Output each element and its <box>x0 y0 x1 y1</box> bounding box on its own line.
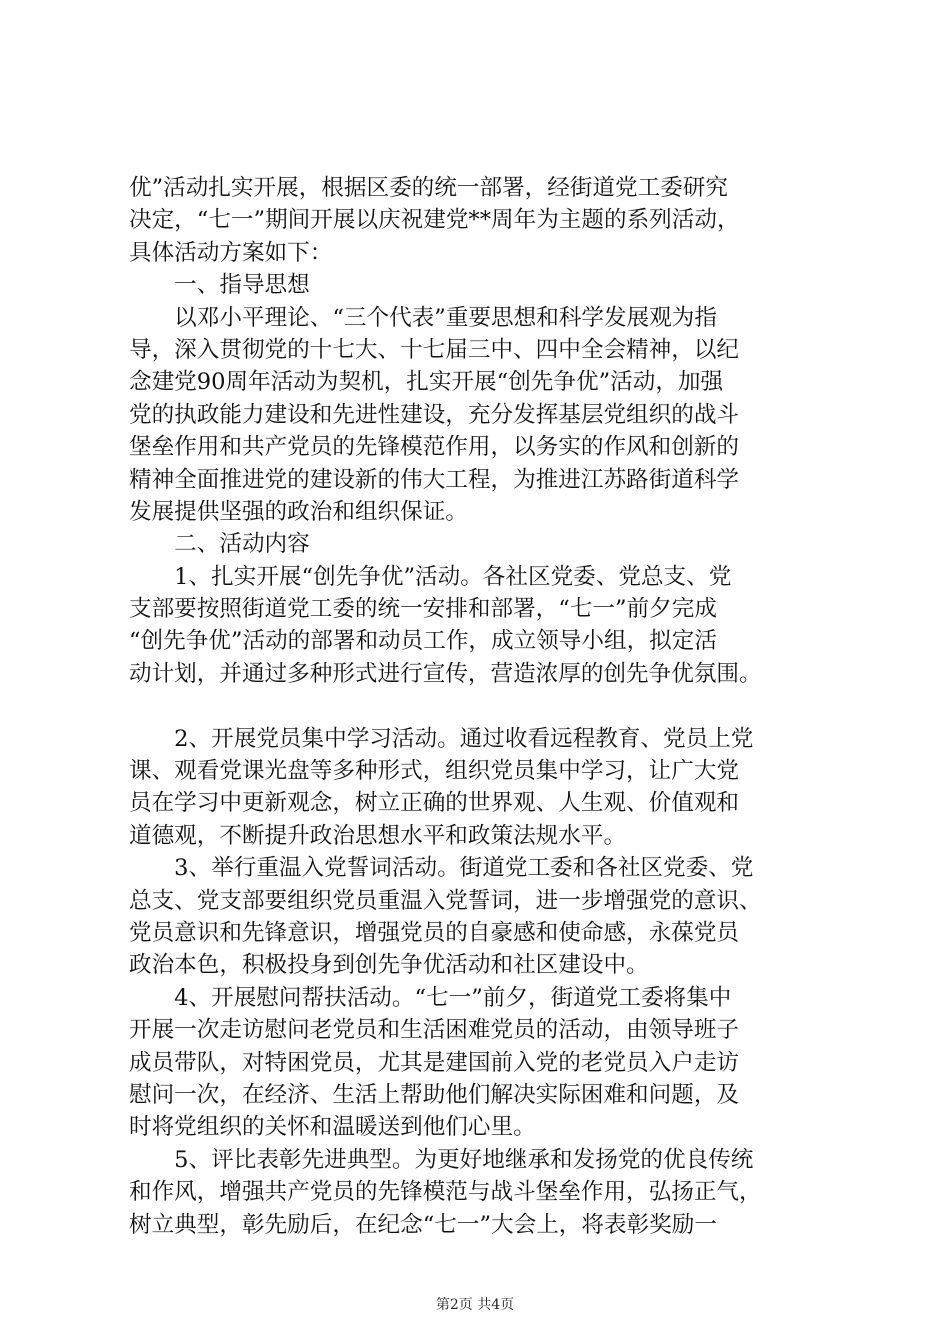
text-line: 以邓小平理论、“三个代表”重要思想和科学发展观为指 <box>129 304 717 331</box>
text-line: 党的执政能力建设和先进性建设，充分发挥基层党组织的战斗 <box>129 401 740 428</box>
text-line: 总支、党支部要组织党员重温入党誓词，进一步增强党的意识、 <box>129 887 762 914</box>
text-line: 成员带队，对特困党员，尤其是建国前入党的老党员入户走访 <box>129 1049 740 1076</box>
text-line: 政治本色，积极投身到创先争优活动和社区建设中。 <box>129 952 649 979</box>
text-line: 优”活动扎实开展，根据区委的统一部署，经街道党工委研究 <box>129 175 728 201</box>
text-line: “创先争优”活动的部署和动员工作，成立领导小组，拟定活 <box>129 628 717 655</box>
text-line: 开展一次走访慰问老党员和生活困难党员的活动，由领导班子 <box>129 1017 740 1044</box>
text-line: 发展提供坚强的政治和组织保证。 <box>129 498 468 525</box>
text-line: 课、观看党课光盘等多种形式，组织党员集中学习，让广大党 <box>129 758 740 785</box>
blank-line <box>129 690 829 722</box>
text-line: 一、指导思想 <box>129 272 310 299</box>
text-line: 二、活动内容 <box>129 531 310 558</box>
text-line: 2、开展党员集中学习活动。通过收看远程教育、党员上党 <box>129 725 754 752</box>
text-line: 5、评比表彰先进典型。为更好地继承和发扬党的优良传统 <box>129 1146 754 1173</box>
text-line: 员在学习中更新观念，树立正确的世界观、人生观、价值观和 <box>129 790 740 817</box>
text-line: 动计划，并通过多种形式进行宣传，营造浓厚的创先争优氛围。 <box>129 660 762 687</box>
text-line: 具体活动方案如下： <box>129 239 333 266</box>
document-body <box>129 172 829 1241</box>
text-line: 3、举行重温入党誓词活动。街道党工委和各社区党委、党 <box>129 855 754 882</box>
text-line: 决定，“七一”期间开展以庆祝建党**周年为主题的系列活动， <box>129 207 740 234</box>
text-line: 和作风，增强共产党员的先锋模范与战斗堡垒作用，弘扬正气， <box>129 1179 762 1206</box>
text-line: 堡垒作用和共产党员的先锋模范作用，以务实的作风和创新的 <box>129 434 740 461</box>
text-line: 1、扎实开展“创先争优”活动。各社区党委、党总支、党 <box>129 563 732 590</box>
text-line: 精神全面推进党的建设新的伟大工程，为推进江苏路街道科学 <box>129 466 740 493</box>
text-line: 导，深入贯彻党的十七大、十七届三中、四中全会精神，以纪 <box>129 336 740 363</box>
page-footer: 第2页 共4页 <box>435 1297 515 1313</box>
text-line: 念建党90周年活动为契机，扎实开展“创先争优”活动，加强 <box>129 369 724 396</box>
text-line: 道德观，不断提升政治思想水平和政策法规水平。 <box>129 822 627 849</box>
text-line: 党员意识和先锋意识，增强党员的自豪感和使命感，永葆党员 <box>129 919 740 946</box>
text-line: 树立典型，彰先励后，在纪念“七一”大会上，将表彰奖励一 <box>129 1211 717 1238</box>
text-line: 4、开展慰问帮扶活动。“七一”前夕，街道党工委将集中 <box>129 984 732 1011</box>
text-line: 慰问一次，在经济、生活上帮助他们解决实际困难和问题，及 <box>129 1081 740 1108</box>
text-line: 支部要按照街道党工委的统一安排和部署，“七一”前夕完成 <box>129 596 717 623</box>
text-line: 时将党组织的关怀和温暖送到他们心里。 <box>129 1114 536 1141</box>
